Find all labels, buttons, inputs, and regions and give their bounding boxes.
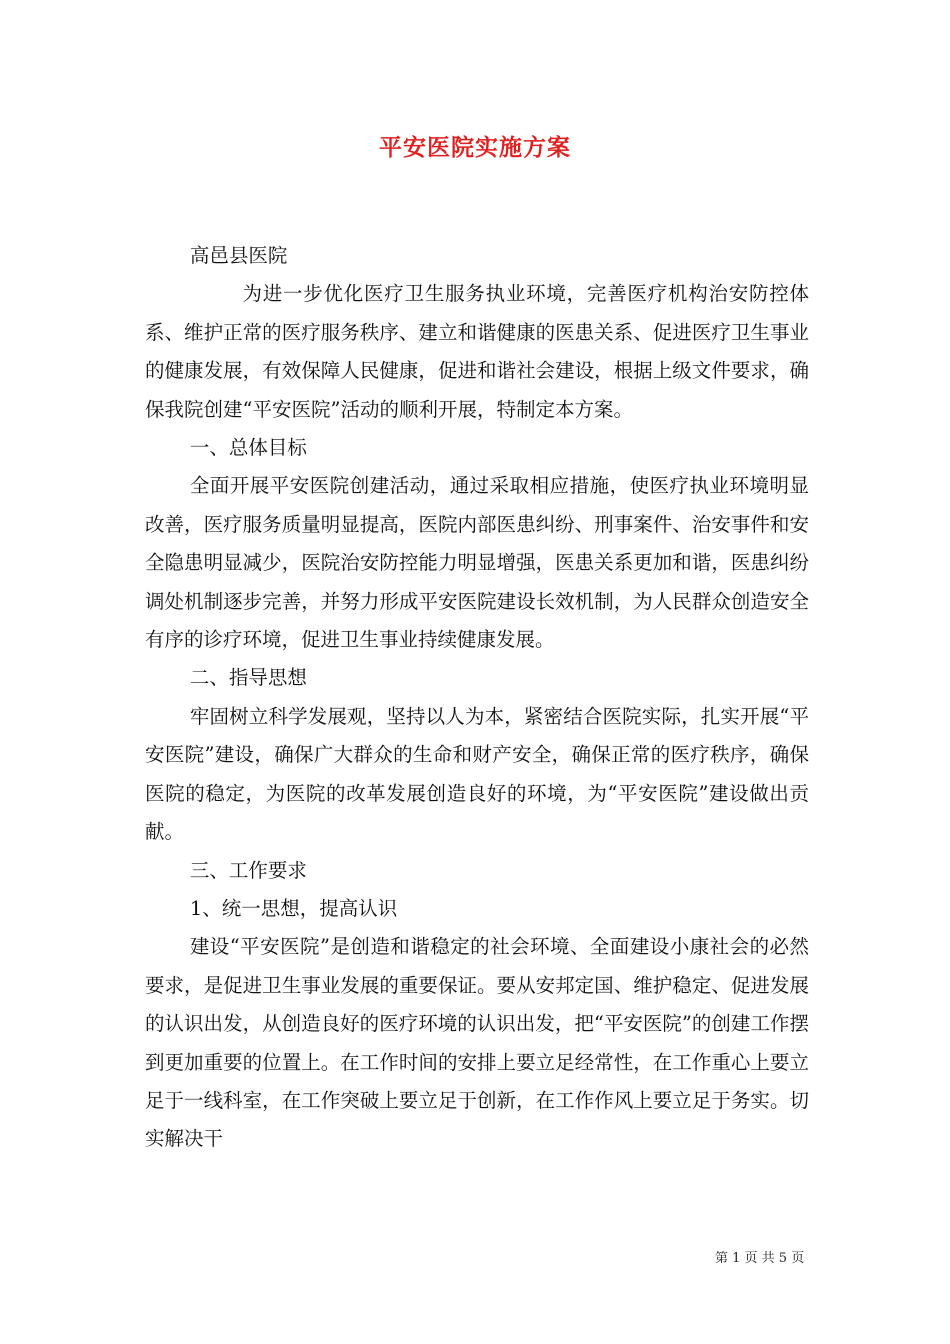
subheading-unify-thinking: 1、统一思想，提高认识 [189,896,398,920]
page-number: 第 1 页 共 5 页 [715,1251,805,1266]
paragraph-unify-thinking: 建设“平安医院”是创造和谐稳定的社会环境、全面建设小康社会的必然要求，是促进卫生事业发展的重要保证。要从安邦定国、维护稳定、促进发展的认识出发，从创造良好的医疗环境的认识出发，把“平安医院”的创建工作摆到更加重要的位置上。在工作时间的安排上要立足经常性，在工作重心上要立足于一线科室，在工作突破上要立足于创新，在工作作风上要立足于务实。切实解决干 [145,935,809,1151]
section-heading-requirements: 三、工作要求 [189,858,307,882]
organization-name: 高邑县医院 [189,244,288,267]
paragraph-guiding-thought: 牢固树立科学发展观，坚持以人为本，紧密结合医院实际，扎实开展“平安医院”建设，确保广大群众的生命和财产安全，确保正常的医疗秩序，确保医院的稳定，为医院的改革发展创造良好的环境，为“平安医院”建设做出贡献。 [145,704,809,844]
section-heading-goals: 一、总体目标 [189,436,307,460]
document-title: 平安医院实施方案 [379,134,571,161]
section-heading-guiding-thought: 二、指导思想 [189,666,307,690]
document-body [145,237,809,1159]
paragraph-goals: 全面开展平安医院创建活动，通过采取相应措施，使医疗执业环境明显改善，医疗服务质量明显提高，医院内部医患纠纷、刑事案件、治安事件和安全隐患明显减少，医院治安防控能力明显增强，医患关系更加和谐，医患纠纷调处机制逐步完善，并努力形成平安医院建设长效机制，为人民群众创造安全有序的诊疗环境，促进卫生事业持续健康发展。 [145,474,809,652]
paragraph-intro: 为进一步优化医疗卫生服务执业环境，完善医疗机构治安防控体系、维护正常的医疗服务秩序、建立和谐健康的医患关系、促进医疗卫生事业的健康发展，有效保障人民健康，促进和谐社会建设，根据上级文件要求，确保我院创建“平安医院”活动的顺利开展，特制定本方案。 [145,282,809,421]
